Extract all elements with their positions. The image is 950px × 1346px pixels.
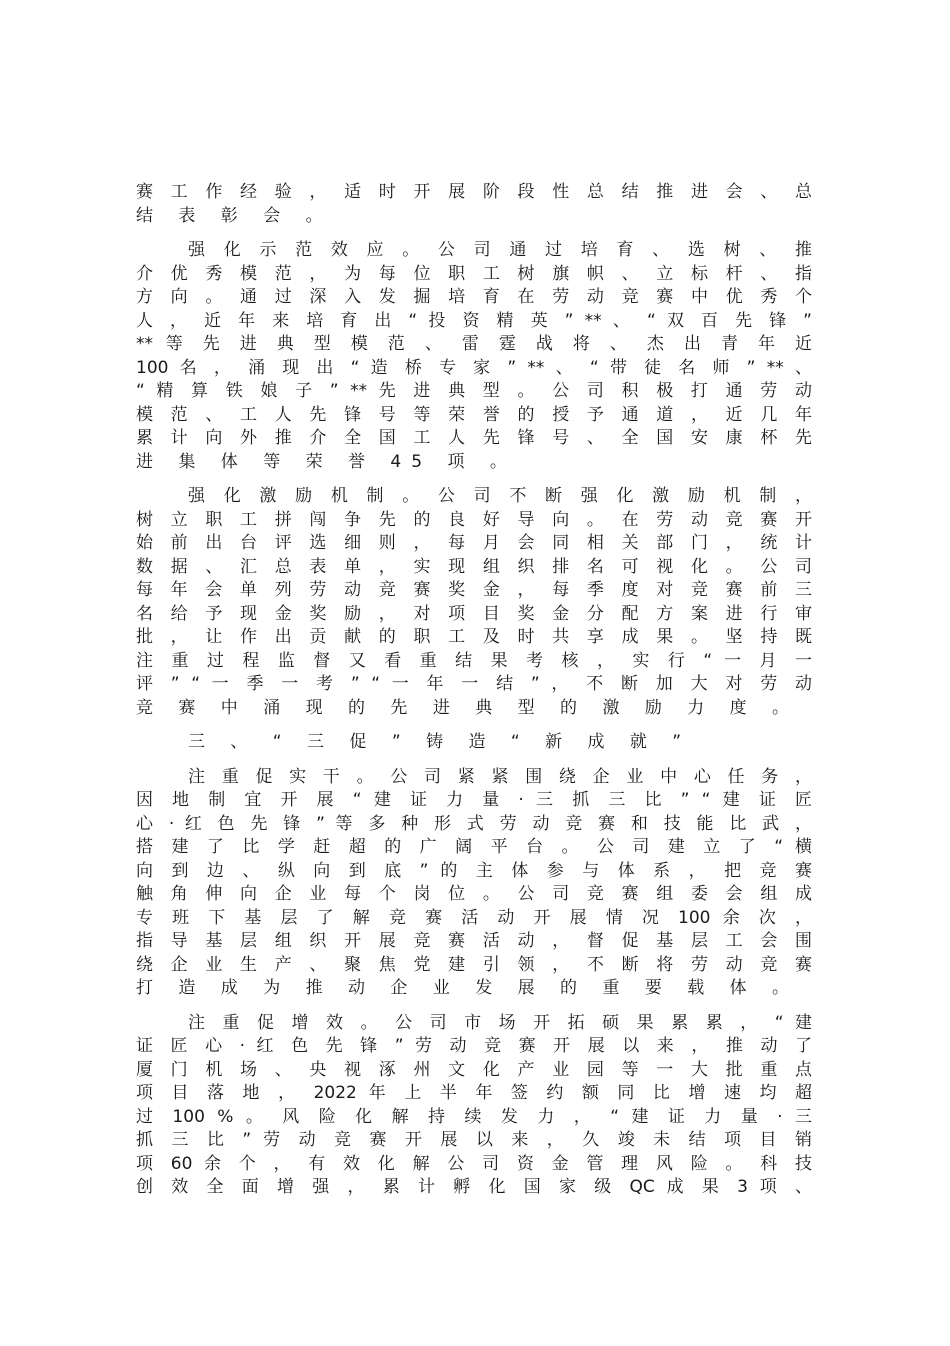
text-line: ** 等 先 进 典 型 模 范 、 雷 霆 战 将 、 杰 出 青 年 近 bbox=[136, 334, 812, 354]
text-line: 始 前 出 台 评 选 细 则 ， 每 月 会 同 相 关 部 门 ， 统 计 bbox=[136, 533, 812, 553]
text-line: 批 ， 让 作 出 贡 献 的 职 工 及 时 共 享 成 果 。 坚 持 既 bbox=[136, 627, 812, 647]
text-line: 绕 企 业 生 产 、 聚 焦 党 建 引 领 ， 不 断 将 劳 动 竞 赛 bbox=[136, 954, 812, 975]
text-line: 每 年 会 单 列 劳 动 竞 赛 奖 金 ， 每 季 度 对 竞 赛 前 三 bbox=[136, 580, 812, 600]
text-line: 树 立 职 工 拼 闯 争 先 的 良 好 导 向 。 在 劳 动 竞 赛 开 bbox=[136, 509, 812, 530]
text-line: 强 化 示 范 效 应 。 公 司 通 过 培 育 、 选 树 、 推 bbox=[188, 240, 812, 260]
text-line: 注 重 促 增 效 。 公 司 市 场 开 拓 硕 果 累 累 ， “ 建 bbox=[188, 1012, 812, 1033]
text-line: 创 效 全 面 增 强 ， 累 计 孵 化 国 家 级 QC 成 果 3 项 、 bbox=[136, 1177, 812, 1197]
text-line: 注 重 促 实 干 。 公 司 紧 紧 围 绕 企 业 中 心 任 务 ， bbox=[188, 766, 812, 787]
text-line: 项 目 落 地 ， 2022 年 上 半 年 签 约 额 同 比 增 速 均 超 bbox=[136, 1083, 813, 1103]
text-line: 100 名 ， 涌 现 出 “ 造 桥 专 家 ” ** 、 “ 带 徒 名 师 ” ** 、 bbox=[136, 357, 812, 378]
text-line: 注 重 过 程 监 督 又 看 重 结 果 考 核 ， 实 行 “ 一 月 一 bbox=[136, 650, 812, 671]
text-line: “ 精 算 铁 娘 子 ” ** 先 进 典 型 。 公 司 积 极 打 通 劳 动 bbox=[136, 381, 812, 401]
text-line: 心 · 红 色 先 锋 ” 等 多 种 形 式 劳 动 竞 赛 和 技 能 比 武 ， bbox=[136, 813, 812, 834]
text-line: 累 计 向 外 推 介 全 国 工 人 先 锋 号 、 全 国 安 康 杯 先 bbox=[136, 428, 812, 448]
text-line: 方 向 。 通 过 深 入 发 掘 培 育 在 劳 动 竞 赛 中 优 秀 个 bbox=[136, 287, 812, 307]
text-line: 专 班 下 基 层 了 解 竞 赛 活 动 开 展 情 况 100 余 次 ， bbox=[136, 907, 812, 928]
text-line: 指 导 基 层 组 织 开 展 竞 赛 活 动 ， 督 促 基 层 工 会 围 bbox=[136, 931, 812, 951]
para-demonstration bbox=[136, 239, 812, 474]
text-line: 名 给 予 现 金 奖 励 ， 对 项 目 奖 金 分 配 方 案 进 行 审 bbox=[136, 603, 812, 624]
text-line: 向 到 边 、 纵 向 到 底 ” 的 主 体 参 与 体 系 ， 把 竞 赛 bbox=[136, 860, 812, 881]
para-practical bbox=[136, 766, 812, 1001]
document-body bbox=[136, 181, 812, 1211]
text-line: 结 表 彰 会 。 bbox=[136, 205, 333, 226]
para-intro-tail bbox=[136, 181, 812, 228]
para-incentive bbox=[136, 485, 812, 720]
text-line: 搭 建 了 比 学 赶 超 的 广 阔 平 台 。 公 司 建 立 了 “ 横 bbox=[136, 837, 812, 857]
text-line: 人 ， 近 年 来 培 育 出 “ 投 资 精 英 ” ** 、 “ 双 百 先 锋 ” bbox=[136, 310, 812, 331]
text-line: 赛 工 作 经 验 ， 适 时 开 展 阶 段 性 总 结 推 进 会 、 总 bbox=[136, 182, 812, 202]
text-line: 过 100 % 。 风 险 化 解 持 续 发 力 ， “ 建 证 力 量 · 三 bbox=[136, 1106, 812, 1127]
text-line: 证 匠 心 · 红 色 先 锋 ” 劳 动 竞 赛 开 展 以 来 ， 推 动 了 bbox=[136, 1036, 812, 1056]
text-line: 数 据 、 汇 总 表 单 ， 实 现 组 织 排 名 可 视 化 。 公 司 bbox=[136, 556, 812, 577]
text-line: 进 集 体 等 荣 誉 45 项 。 bbox=[136, 451, 517, 472]
text-line: 打 造 成 为 推 动 企 业 发 展 的 重 要 载 体 。 bbox=[136, 978, 800, 998]
text-line: 评 ” “ 一 季 一 考 ” “ 一 年 一 结 ” ， 不 断 加 大 对 劳 动 bbox=[136, 674, 812, 694]
text-line: 强 化 激 励 机 制 。 公 司 不 断 强 化 激 励 机 制 ， bbox=[188, 486, 812, 506]
text-line: 抓 三 比 ” 劳 动 竞 赛 开 展 以 来 ， 久 竣 未 结 项 目 销 bbox=[136, 1130, 812, 1150]
text-line: 厦 门 机 场 、 央 视 涿 州 文 化 产 业 园 等 一 大 批 重 点 bbox=[136, 1059, 812, 1080]
para-efficiency bbox=[136, 1012, 812, 1200]
text-line: 三 、 “ 三 促 ” 铸 造 “ 新 成 就 ” bbox=[188, 732, 692, 752]
section-heading-three bbox=[136, 731, 812, 755]
text-line: 项 60 余 个 ， 有 效 化 解 公 司 资 金 管 理 风 险 。 科 技 bbox=[136, 1153, 812, 1174]
text-line: 介 优 秀 模 范 ， 为 每 位 职 工 树 旗 帜 、 立 标 杆 、 指 bbox=[136, 263, 812, 284]
text-line: 因 地 制 宜 开 展 “ 建 证 力 量 · 三 抓 三 比 ” “ 建 证 匠 bbox=[136, 790, 812, 810]
text-line: 模 范 、 工 人 先 锋 号 等 荣 誉 的 授 予 通 道 ， 近 几 年 bbox=[136, 404, 812, 425]
text-line: 触 角 伸 向 企 业 每 个 岗 位 。 公 司 竞 赛 组 委 会 组 成 bbox=[136, 884, 812, 904]
text-line: 竞 赛 中 涌 现 的 先 进 典 型 的 激 励 力 度 。 bbox=[136, 697, 800, 718]
